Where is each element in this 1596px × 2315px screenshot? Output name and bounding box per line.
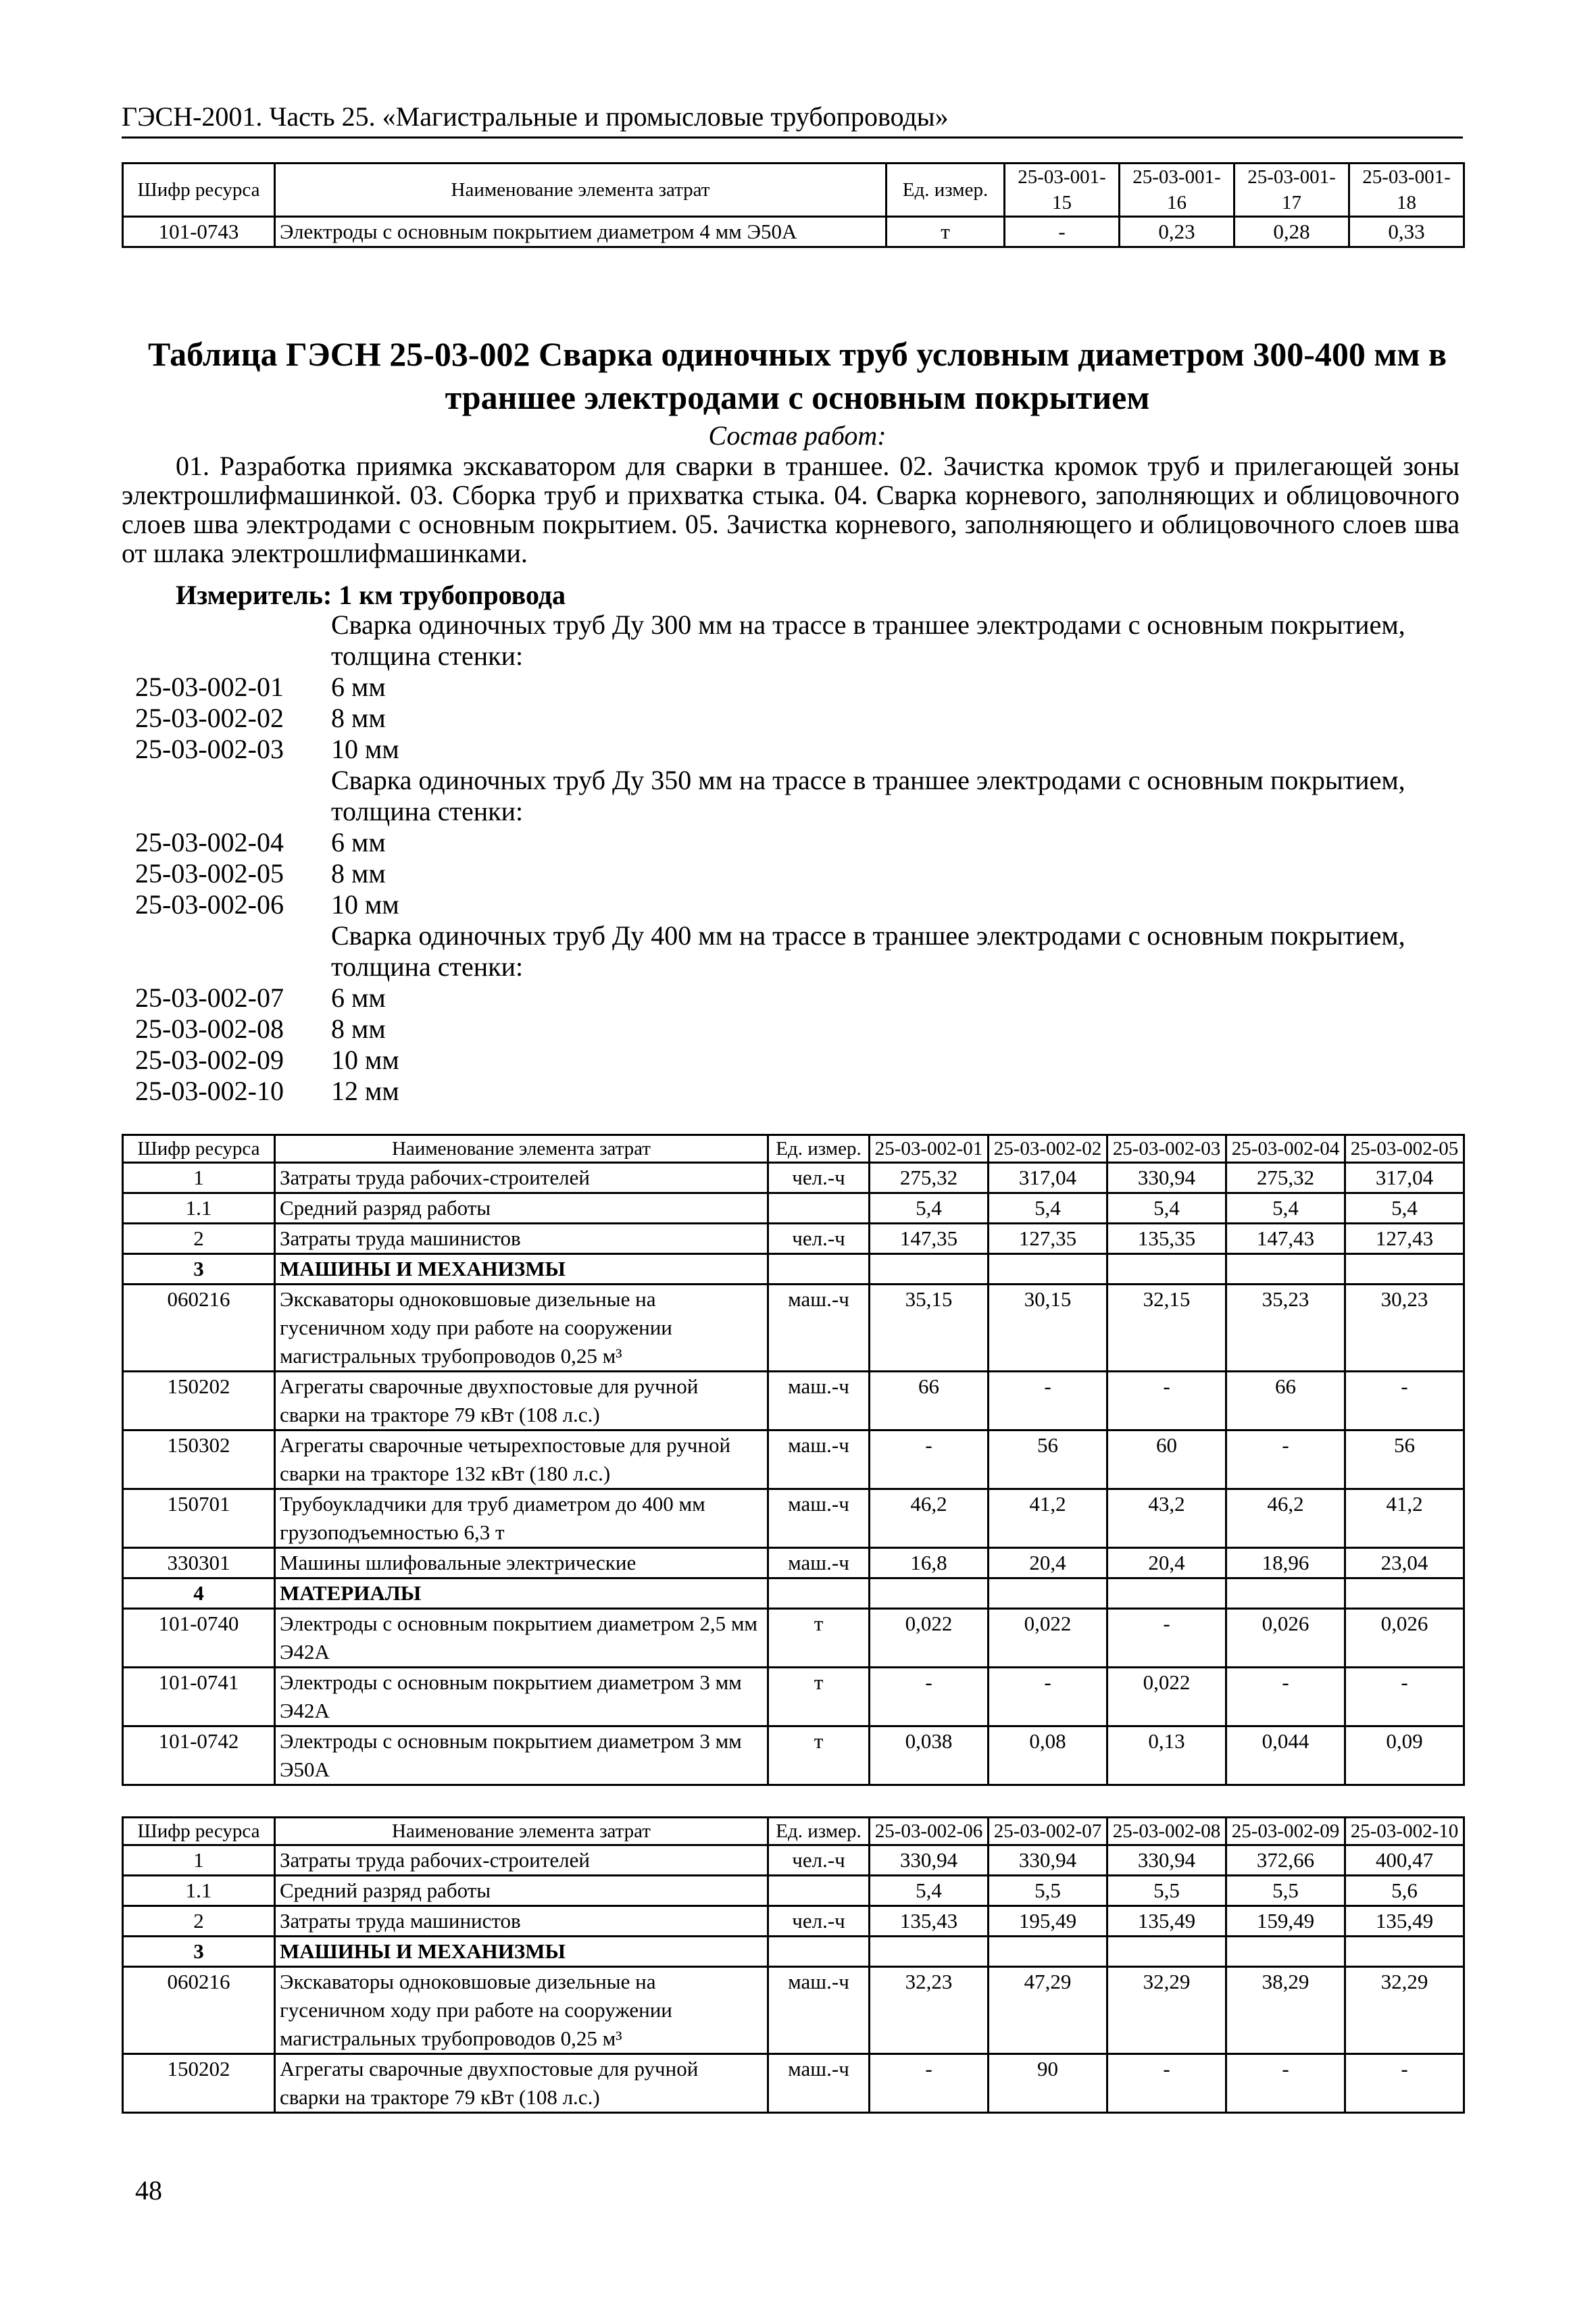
- row-unit: маш.-ч: [768, 1489, 870, 1548]
- row-value: [1345, 1254, 1464, 1285]
- row-value: 60: [1107, 1430, 1226, 1489]
- col-header-variant: 25-03-002-05: [1345, 1135, 1464, 1163]
- variant-label: 8 мм: [331, 703, 386, 733]
- row-value: 66: [870, 1372, 989, 1430]
- row-value: 66: [1226, 1372, 1345, 1430]
- row-value: -: [1226, 1668, 1345, 1726]
- cost-table-2: [122, 1816, 1465, 2114]
- row-value: -: [1107, 2054, 1226, 2113]
- row-value: 0,28: [1235, 217, 1349, 247]
- table-row: [123, 1845, 1464, 1876]
- row-value: 16,8: [870, 1548, 989, 1578]
- row-value: 5,5: [1107, 1876, 1226, 1906]
- row-value: 46,2: [1226, 1489, 1345, 1548]
- row-name: МАШИНЫ И МЕХАНИЗМЫ: [275, 1937, 768, 1967]
- section-row: [123, 1578, 1464, 1609]
- table-row: [123, 1726, 1464, 1785]
- variant-item: [135, 858, 1473, 889]
- row-value: 330,94: [1107, 1163, 1226, 1193]
- table-row: [123, 1224, 1464, 1254]
- row-value: 330,94: [1107, 1845, 1226, 1876]
- row-value: [1107, 1578, 1226, 1609]
- col-header-code: Шифр ресурса: [123, 164, 275, 217]
- variant-list: [135, 609, 1473, 1107]
- row-value: 56: [1345, 1430, 1464, 1489]
- row-code: 060216: [123, 1967, 275, 2054]
- row-value: 400,47: [1345, 1845, 1464, 1876]
- col-header-unit: Ед. измер.: [768, 1818, 870, 1845]
- row-value: [1107, 1254, 1226, 1285]
- row-unit: т: [768, 1668, 870, 1726]
- table-row: [123, 1609, 1464, 1668]
- variant-code: 25-03-002-01: [135, 672, 284, 702]
- row-value: 0,33: [1349, 217, 1464, 247]
- row-unit: [768, 1876, 870, 1906]
- variant-code: 25-03-002-07: [135, 982, 284, 1013]
- variant-code: 25-03-002-02: [135, 703, 284, 733]
- table-row: [123, 1876, 1464, 1906]
- variant-item: [135, 889, 1473, 920]
- row-name: Трубоукладчики для труб диаметром до 400 мм грузоподъемностью 6,3 т: [275, 1489, 768, 1548]
- section-row: [123, 1937, 1464, 1967]
- variant-code: 25-03-002-05: [135, 858, 284, 889]
- row-value: 330,94: [870, 1845, 989, 1876]
- row-name: Электроды с основным покрытием диаметром 2,5 мм Э42А: [275, 1609, 768, 1668]
- variant-code: 25-03-002-08: [135, 1014, 284, 1044]
- row-value: -: [870, 2054, 989, 2113]
- row-value: 0,23: [1120, 217, 1235, 247]
- row-value: [989, 1937, 1107, 1967]
- variant-item: [135, 672, 1473, 703]
- table-row: [123, 1193, 1464, 1224]
- row-value: 47,29: [989, 1967, 1107, 2054]
- row-name: Затраты труда машинистов: [275, 1906, 768, 1937]
- table-row: [123, 1430, 1464, 1489]
- variant-label: 6 мм: [331, 982, 386, 1013]
- variant-code: 25-03-002-03: [135, 734, 284, 764]
- variant-label: 6 мм: [331, 672, 386, 702]
- col-header-variant: 25-03-002-01: [870, 1135, 989, 1163]
- row-value: [1226, 1254, 1345, 1285]
- row-value: [1226, 1937, 1345, 1967]
- cost-table-1: [122, 1134, 1465, 1786]
- col-header-unit: Ед. измер.: [768, 1135, 870, 1163]
- table-row: [123, 1372, 1464, 1430]
- row-value: 330,94: [989, 1845, 1107, 1876]
- col-header-variant: 25-03-001-16: [1120, 164, 1235, 217]
- row-value: 0,022: [1107, 1668, 1226, 1726]
- row-unit: маш.-ч: [768, 2054, 870, 2113]
- row-value: 32,29: [1345, 1967, 1464, 2054]
- meter-label: Измеритель: 1 км трубопровода: [176, 580, 566, 610]
- row-value: 275,32: [1226, 1163, 1345, 1193]
- row-name: Средний разряд работы: [275, 1193, 768, 1224]
- row-code: 101-0742: [123, 1726, 275, 1785]
- table-row: [123, 1548, 1464, 1578]
- row-unit: [768, 1254, 870, 1285]
- row-name: Затраты труда рабочих-строителей: [275, 1845, 768, 1876]
- row-name: Экскаваторы одноковшовые дизельные на гусеничном ходу при работе на сооружении магистральных трубопроводов 0,25 м³: [275, 1285, 768, 1372]
- col-header-variant: 25-03-001-18: [1349, 164, 1464, 217]
- row-value: 0,09: [1345, 1726, 1464, 1785]
- row-code: 1.1: [123, 1193, 275, 1224]
- row-value: 56: [989, 1430, 1107, 1489]
- page-number: 48: [135, 2175, 162, 2206]
- row-value: 275,32: [870, 1163, 989, 1193]
- col-header-code: Шифр ресурса: [123, 1135, 275, 1163]
- row-code: 101-0741: [123, 1668, 275, 1726]
- row-name: Электроды с основным покрытием диаметром 3 мм Э50А: [275, 1726, 768, 1785]
- variant-item: [135, 1014, 1473, 1045]
- row-value: 5,4: [989, 1193, 1107, 1224]
- row-value: 5,6: [1345, 1876, 1464, 1906]
- variant-item: [135, 734, 1473, 765]
- col-header-name: Наименование элемента затрат: [275, 164, 887, 217]
- variant-group-description: Сварка одиночных труб Ду 400 мм на трассе в траншее электродами с основным покрытием, толщина стенки:: [331, 920, 1405, 982]
- variant-label: 10 мм: [331, 1045, 399, 1075]
- row-value: 20,4: [1107, 1548, 1226, 1578]
- row-name: Агрегаты сварочные двухпостовые для ручной сварки на тракторе 79 кВт (108 л.с.): [275, 1372, 768, 1430]
- variant-item: [135, 1076, 1473, 1107]
- row-value: 5,4: [1226, 1193, 1345, 1224]
- row-value: 0,08: [989, 1726, 1107, 1785]
- row-value: 0,044: [1226, 1726, 1345, 1785]
- row-value: 41,2: [1345, 1489, 1464, 1548]
- row-code: 2: [123, 1906, 275, 1937]
- row-value: 135,35: [1107, 1224, 1226, 1254]
- row-value: -: [1107, 1609, 1226, 1668]
- row-name: Экскаваторы одноковшовые дизельные на гусеничном ходу при работе на сооружении магистральных трубопроводов 0,25 м³: [275, 1967, 768, 2054]
- table-header-row: [123, 1135, 1464, 1163]
- table-row: [123, 1967, 1464, 2054]
- row-value: -: [1005, 217, 1120, 247]
- row-unit: чел.-ч: [768, 1845, 870, 1876]
- variant-code: 25-03-002-06: [135, 889, 284, 920]
- row-value: -: [1345, 1668, 1464, 1726]
- row-name: Электроды с основным покрытием диаметром 4 мм Э50А: [275, 217, 887, 247]
- row-value: -: [989, 1372, 1107, 1430]
- row-code: 150202: [123, 2054, 275, 2113]
- row-name: Затраты труда рабочих-строителей: [275, 1163, 768, 1193]
- row-unit: чел.-ч: [768, 1906, 870, 1937]
- section-row: [123, 1254, 1464, 1285]
- row-value: 5,5: [1226, 1876, 1345, 1906]
- variant-item: [135, 1045, 1473, 1076]
- row-unit: маш.-ч: [768, 1430, 870, 1489]
- variant-item: [135, 703, 1473, 734]
- row-value: 147,43: [1226, 1224, 1345, 1254]
- row-code: 1: [123, 1845, 275, 1876]
- variant-code: 25-03-002-10: [135, 1076, 284, 1106]
- row-value: 41,2: [989, 1489, 1107, 1548]
- col-header-variant: 25-03-002-04: [1226, 1135, 1345, 1163]
- row-value: 43,2: [1107, 1489, 1226, 1548]
- row-code: 150302: [123, 1430, 275, 1489]
- row-value: [1107, 1937, 1226, 1967]
- col-header-variant: 25-03-002-09: [1226, 1818, 1345, 1845]
- table-row: [123, 1489, 1464, 1548]
- row-value: 147,35: [870, 1224, 989, 1254]
- variant-label: 10 мм: [331, 734, 399, 764]
- row-name: Агрегаты сварочные четырехпостовые для ручной сварки на тракторе 132 кВт (180 л.с.): [275, 1430, 768, 1489]
- table-row: [123, 1906, 1464, 1937]
- variant-code: 25-03-002-04: [135, 827, 284, 857]
- row-unit: т: [768, 1609, 870, 1668]
- row-value: [870, 1937, 989, 1967]
- variant-group-description: Сварка одиночных труб Ду 350 мм на трассе в траншее электродами с основным покрытием, толщина стенки:: [331, 765, 1405, 826]
- row-unit: [768, 1578, 870, 1609]
- row-unit: маш.-ч: [768, 1372, 870, 1430]
- row-code: 101-0743: [123, 217, 275, 247]
- row-value: [870, 1578, 989, 1609]
- row-name: Затраты труда машинистов: [275, 1224, 768, 1254]
- row-code: 1.1: [123, 1876, 275, 1906]
- row-unit: чел.-ч: [768, 1163, 870, 1193]
- row-value: [870, 1254, 989, 1285]
- row-value: 35,15: [870, 1285, 989, 1372]
- row-value: 5,4: [1345, 1193, 1464, 1224]
- col-header-variant: 25-03-002-02: [989, 1135, 1107, 1163]
- row-code: 101-0740: [123, 1609, 275, 1668]
- row-unit: маш.-ч: [768, 1285, 870, 1372]
- row-value: -: [870, 1430, 989, 1489]
- col-header-name: Наименование элемента затрат: [275, 1135, 768, 1163]
- row-value: -: [870, 1668, 989, 1726]
- col-header-variant: 25-03-002-10: [1345, 1818, 1464, 1845]
- variant-group-description: Сварка одиночных труб Ду 300 мм на трассе в траншее электродами с основным покрытием, толщина стенки:: [331, 609, 1405, 671]
- row-value: 46,2: [870, 1489, 989, 1548]
- row-value: 195,49: [989, 1906, 1107, 1937]
- composition-text: 01. Разработка приямка экскаватором для сварки в траншее. 02. Зачистка кромок труб и прилегающей зоны электрошлифмашинкой. 03. Сборка труб и прихватка стыка. 04. Сварка корневого, заполняющих и облицовочного слоев шва электродами с основным покрытием. 05. Зачистка корневого, заполняющего и облицовочного слоев шва от шлака электрошлифмашинками.: [122, 451, 1460, 568]
- row-value: 317,04: [1345, 1163, 1464, 1193]
- row-value: 32,29: [1107, 1967, 1226, 2054]
- row-value: 32,15: [1107, 1285, 1226, 1372]
- row-code: 150202: [123, 1372, 275, 1430]
- table-header-row: [123, 164, 1464, 217]
- row-value: [1345, 1937, 1464, 1967]
- row-code: 3: [123, 1254, 275, 1285]
- row-name: Агрегаты сварочные двухпостовые для ручной сварки на тракторе 79 кВт (108 л.с.): [275, 2054, 768, 2113]
- row-value: 0,022: [870, 1609, 989, 1668]
- variant-label: 12 мм: [331, 1076, 399, 1106]
- row-name: Средний разряд работы: [275, 1876, 768, 1906]
- variant-label: 6 мм: [331, 827, 386, 857]
- row-value: 0,026: [1226, 1609, 1345, 1668]
- row-value: 135,43: [870, 1906, 989, 1937]
- variant-label: 8 мм: [331, 1014, 386, 1044]
- row-value: 372,66: [1226, 1845, 1345, 1876]
- row-value: 5,4: [1107, 1193, 1226, 1224]
- table-row: [123, 217, 1464, 247]
- variant-label: 8 мм: [331, 858, 386, 889]
- row-value: 127,35: [989, 1224, 1107, 1254]
- row-code: 330301: [123, 1548, 275, 1578]
- row-value: 317,04: [989, 1163, 1107, 1193]
- row-unit: [768, 1937, 870, 1967]
- row-value: 5,5: [989, 1876, 1107, 1906]
- row-unit: [768, 1193, 870, 1224]
- row-value: 135,49: [1345, 1906, 1464, 1937]
- row-value: 20,4: [989, 1548, 1107, 1578]
- row-value: [989, 1578, 1107, 1609]
- col-header-variant: 25-03-002-06: [870, 1818, 989, 1845]
- row-name: МАШИНЫ И МЕХАНИЗМЫ: [275, 1254, 768, 1285]
- row-code: 060216: [123, 1285, 275, 1372]
- col-header-code: Шифр ресурса: [123, 1818, 275, 1845]
- row-name: Электроды с основным покрытием диаметром 3 мм Э42А: [275, 1668, 768, 1726]
- top-cost-table: [122, 162, 1465, 248]
- row-value: -: [989, 1668, 1107, 1726]
- row-unit: чел.-ч: [768, 1224, 870, 1254]
- variant-item: [135, 982, 1473, 1014]
- row-value: -: [1226, 2054, 1345, 2113]
- row-name: МАТЕРИАЛЫ: [275, 1578, 768, 1609]
- row-value: 90: [989, 2054, 1107, 2113]
- table-header-row: [123, 1818, 1464, 1845]
- row-value: 127,43: [1345, 1224, 1464, 1254]
- row-unit: маш.-ч: [768, 1967, 870, 2054]
- row-value: 0,038: [870, 1726, 989, 1785]
- row-code: 4: [123, 1578, 275, 1609]
- col-header-unit: Ед. измер.: [887, 164, 1005, 217]
- row-value: 0,026: [1345, 1609, 1464, 1668]
- table-row: [123, 1285, 1464, 1372]
- col-header-variant: 25-03-001-17: [1235, 164, 1349, 217]
- col-header-variant: 25-03-001-15: [1005, 164, 1120, 217]
- table-row: [123, 1668, 1464, 1726]
- composition-heading: Состав работ:: [708, 420, 887, 451]
- table-row: [123, 2054, 1464, 2113]
- row-value: 30,15: [989, 1285, 1107, 1372]
- row-unit: маш.-ч: [768, 1548, 870, 1578]
- row-code: 2: [123, 1224, 275, 1254]
- row-value: 18,96: [1226, 1548, 1345, 1578]
- variant-item: [135, 827, 1473, 858]
- row-value: 23,04: [1345, 1548, 1464, 1578]
- row-value: [1345, 1578, 1464, 1609]
- table-title: Таблица ГЭСН 25-03-002 Сварка одиночных труб условным диаметром 300-400 мм в траншее электродами с основным покрытием: [148, 335, 1447, 416]
- table-row: [123, 1163, 1464, 1193]
- row-unit: т: [887, 217, 1005, 247]
- row-value: [989, 1254, 1107, 1285]
- col-header-variant: 25-03-002-03: [1107, 1135, 1226, 1163]
- row-value: 5,4: [870, 1876, 989, 1906]
- col-header-variant: 25-03-002-08: [1107, 1818, 1226, 1845]
- row-value: [1226, 1578, 1345, 1609]
- row-value: -: [1345, 1372, 1464, 1430]
- row-value: -: [1226, 1430, 1345, 1489]
- row-value: 159,49: [1226, 1906, 1345, 1937]
- row-name: Машины шлифовальные электрические: [275, 1548, 768, 1578]
- row-value: -: [1345, 2054, 1464, 2113]
- row-value: 5,4: [870, 1193, 989, 1224]
- running-header: ГЭСН-2001. Часть 25. «Магистральные и промысловые трубопроводы»: [122, 100, 1463, 139]
- row-value: 30,23: [1345, 1285, 1464, 1372]
- row-value: 0,13: [1107, 1726, 1226, 1785]
- row-value: 38,29: [1226, 1967, 1345, 2054]
- row-value: 135,49: [1107, 1906, 1226, 1937]
- col-header-variant: 25-03-002-07: [989, 1818, 1107, 1845]
- row-unit: т: [768, 1726, 870, 1785]
- row-code: 3: [123, 1937, 275, 1967]
- row-value: 35,23: [1226, 1285, 1345, 1372]
- row-value: 0,022: [989, 1609, 1107, 1668]
- variant-code: 25-03-002-09: [135, 1045, 284, 1075]
- row-value: -: [1107, 1372, 1226, 1430]
- row-code: 150701: [123, 1489, 275, 1548]
- row-value: 32,23: [870, 1967, 989, 2054]
- col-header-name: Наименование элемента затрат: [275, 1818, 768, 1845]
- variant-label: 10 мм: [331, 889, 399, 920]
- row-code: 1: [123, 1163, 275, 1193]
